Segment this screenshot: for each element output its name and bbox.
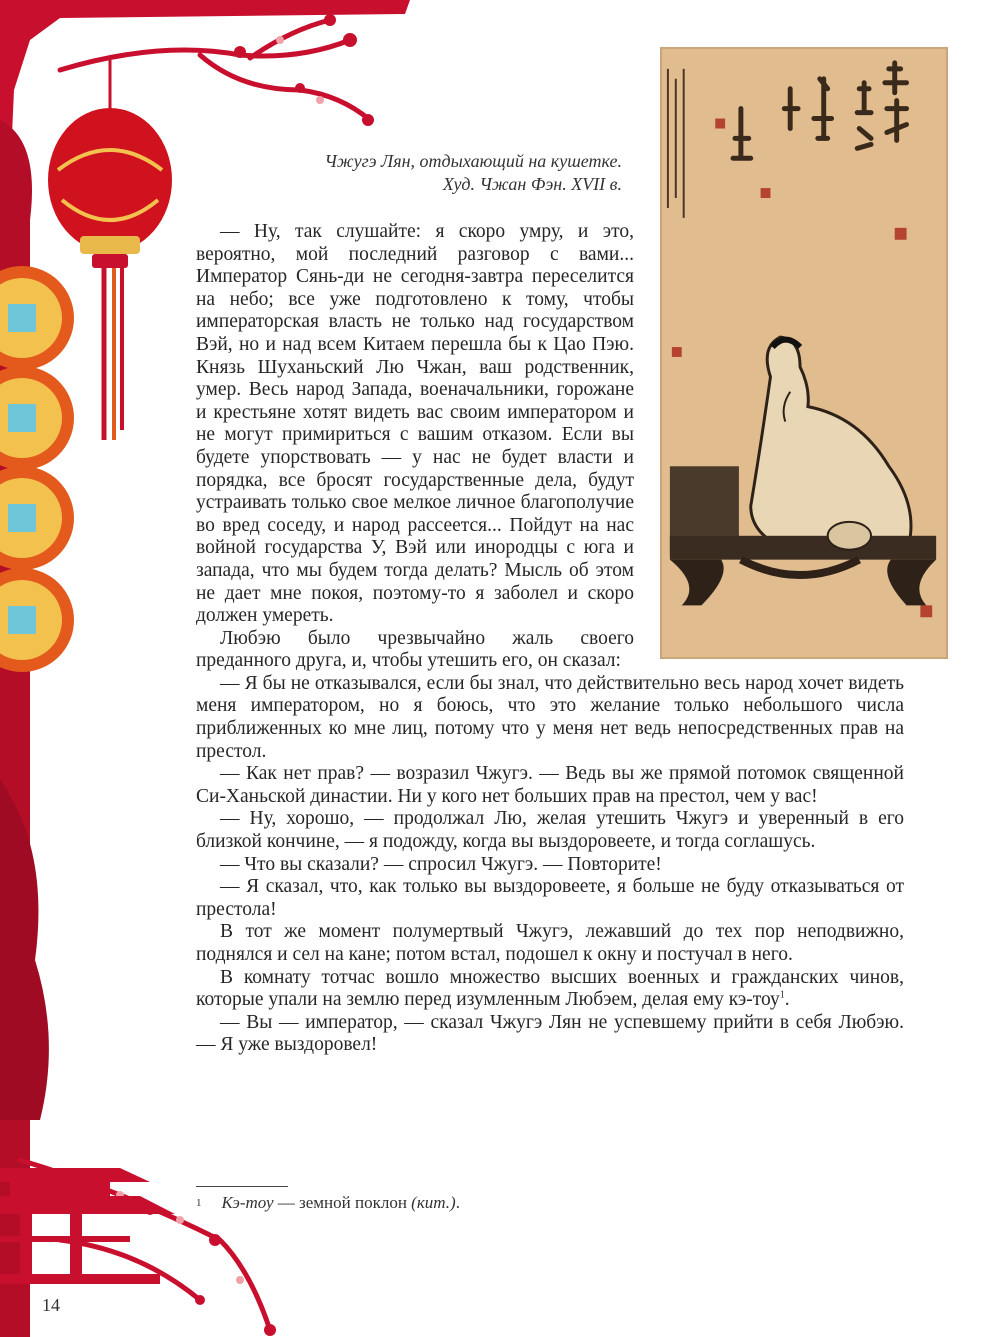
- paragraph: — Я бы не отказывался, если бы знал, что действительно весь народ хочет видеть меня императором, но я боюсь, что это желание только небольшого числа приближенных ко мне лиц, потому что у меня нет ведь непосредственных прав на престол.: [196, 672, 904, 762]
- narrow-column: [196, 221, 634, 673]
- lantern-icon: [48, 60, 172, 440]
- coin-stack-icon: [0, 266, 74, 672]
- main-text: [196, 221, 904, 1057]
- footnote-text: — земной поклон: [273, 1193, 412, 1212]
- paragraph: Любэю было чрезвычайно жаль своего преданного друга, и, чтобы утешить его, он сказал:: [196, 627, 634, 672]
- footnote-mark: 1: [196, 1197, 202, 1209]
- footnote-reference[interactable]: 1: [779, 989, 785, 1001]
- paragraph: [196, 967, 904, 1012]
- footnote-divider: [196, 1186, 288, 1187]
- footnote-language: (кит.): [411, 1193, 456, 1212]
- paragraph-text: В комнату тотчас вошло множество высших военных и гражданских чинов, которые упали на землю перед изумленным Любэем, делая ему кэ-тоу: [196, 966, 904, 1011]
- caption-line-1: Чжугэ Лян, отдыхающий на кушетке.: [324, 151, 622, 171]
- footnote-end: .: [455, 1193, 460, 1212]
- paragraph: — Ну, так слушайте: я скоро умру, и это, вероятно, мой последний разговор с вами... Император Сянь-ди не сегодня-завтра переселится на небо; все уже подготовлено к тому, чтобы императорская власть не только над государством Вэй, но и над всем Китаем перешла бы к Цао Пэю. Князь Шуханьский Лю Чжан, ваш родственник, умер. Весь народ Запада, военачальники, горожане и крестьяне хотят видеть вас своим императором и не могут примириться с вашим отказом. Если вы будете упорствовать — у нас не будет власти и порядка, все бросят государственные дела, будут устраивать только свое мелкое личное благополучие во вред соседу, и народ рассеется... Пойдут на нас войной государства У, Вэй или инородцы с юга и запада, что мы будем тогда делать? Мысль об этом не дает мне покоя, поэтому-то я заболел и скоро должен умереть.: [196, 221, 634, 627]
- paragraph: — Как нет прав? — возразил Чжугэ. — Ведь вы же прямой потомок священной Си-Ханьской династии. Ни у кого нет больших прав на престол, чем у вас!: [196, 763, 904, 807]
- paragraph: — Ну, хорошо, — продолжал Лю, желая утешить Чжугэ и уверенный в его близкой кончине, — я подожду, когда вы выздоровеете, и тогда соглашусь.: [196, 808, 904, 853]
- image-caption: [280, 150, 622, 196]
- paragraph: В тот же момент полумертвый Чжугэ, лежавший до тех пор неподвижно, поднялся и сел на кане; потом встал, подошел к окну и постучал в него.: [196, 921, 904, 965]
- paragraph-end: .: [784, 989, 790, 1011]
- paragraph: — Я сказал, что, как только вы выздоровеете, я больше не буду отказываться от престола!: [196, 876, 904, 920]
- caption-line-2: Худ. Чжан Фэн. XVII в.: [442, 174, 622, 194]
- footnote-term: Кэ-тоу: [221, 1193, 274, 1212]
- footnote: [196, 1192, 796, 1214]
- paragraph: — Вы — император, — сказал Чжугэ Лян не успевшему прийти в себя Любэю. — Я уже выздоровел!: [196, 1011, 904, 1056]
- page-number: 14: [42, 1295, 60, 1315]
- paragraph: — Что вы сказали? — спросил Чжугэ. — Повторите!: [220, 853, 662, 875]
